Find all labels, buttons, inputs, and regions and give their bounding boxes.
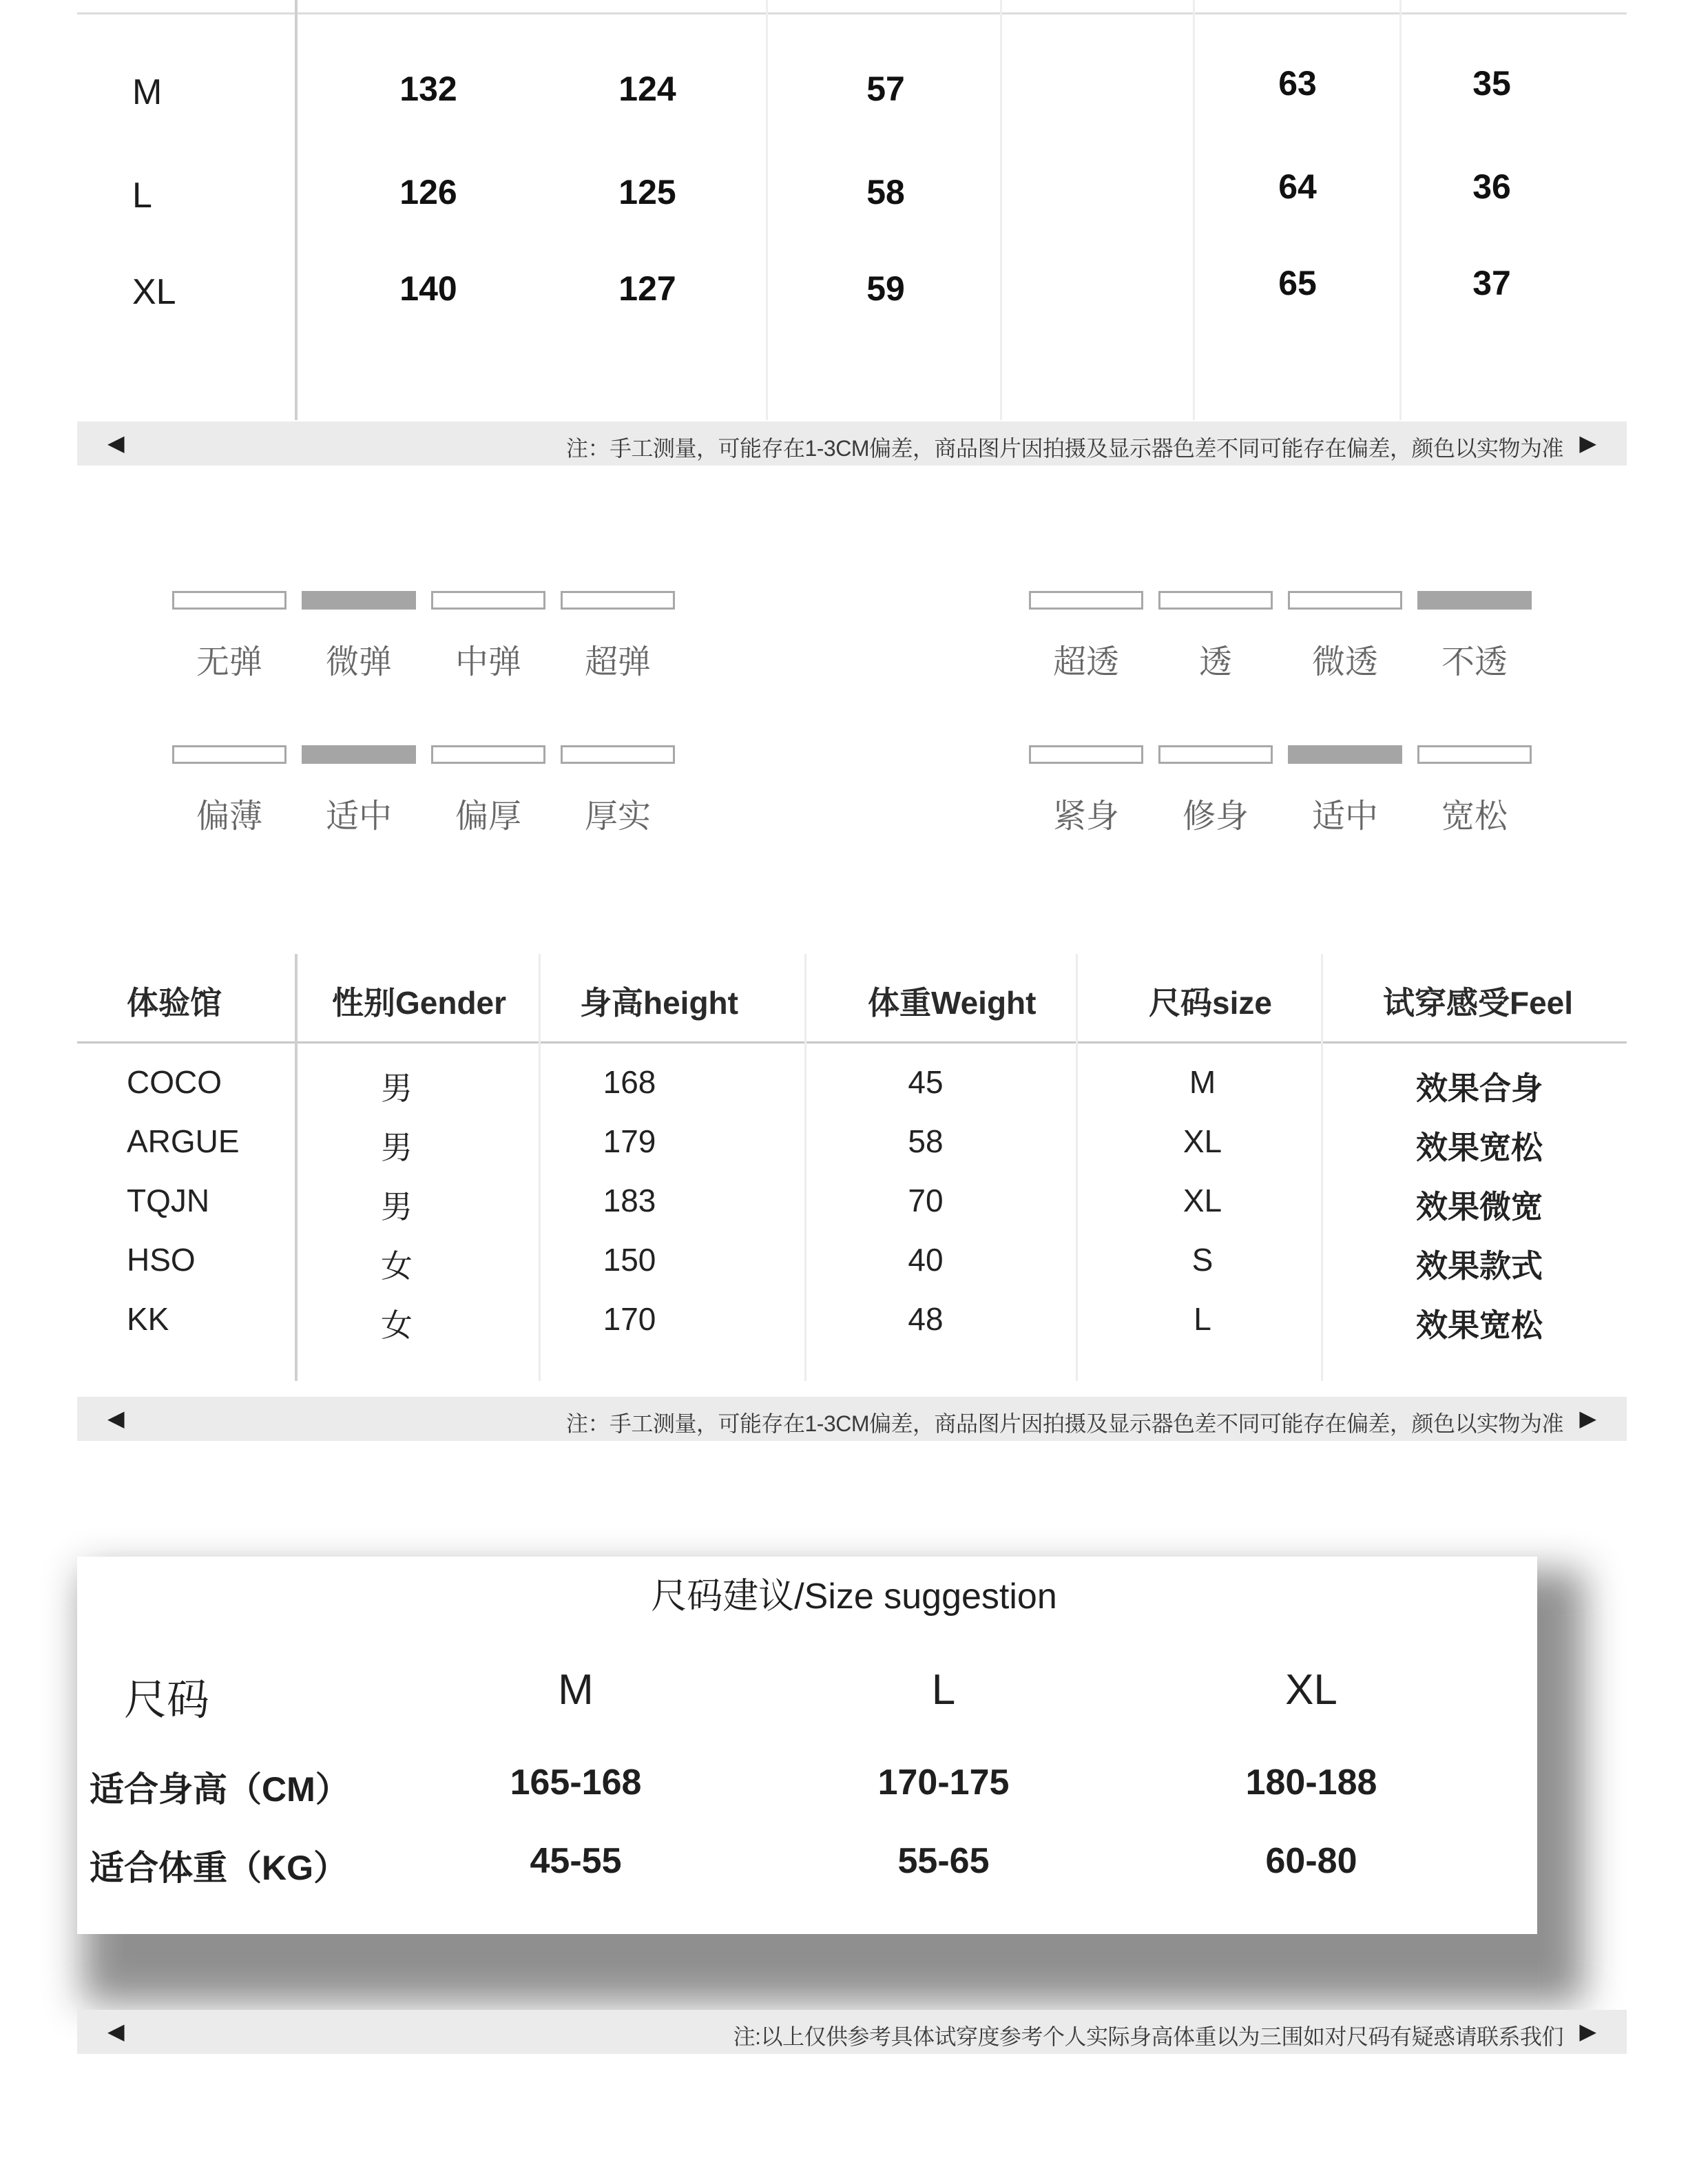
scale-indicator-fit — [1417, 745, 1532, 764]
measurement-value: 65 — [1278, 264, 1317, 302]
tryon-header-cell: 身高height — [580, 985, 738, 1021]
measurement-value: 126 — [399, 173, 457, 211]
tryon-cell: 40 — [908, 1242, 944, 1278]
tryon-cell: 48 — [908, 1301, 944, 1337]
scale-label-elasticity: 微弹 — [325, 644, 392, 680]
tryon-table-column-rule — [1321, 954, 1323, 1381]
measurement-value: 127 — [618, 269, 676, 308]
scale-label-elasticity: 中弹 — [455, 644, 521, 680]
scale-indicator-thickness — [431, 745, 545, 764]
scale-label-fit: 宽松 — [1441, 798, 1508, 835]
scale-label-transparency: 超透 — [1052, 644, 1119, 680]
scale-indicator-transparency — [1029, 591, 1143, 610]
measurement-value: 57 — [866, 70, 905, 108]
tryon-cell: 168 — [603, 1064, 656, 1100]
note-text: 注：手工测量，可能存在1-3CM偏差，商品图片因拍摄及显示器色差不同可能存在偏差，颜色以实物为准 — [565, 436, 1563, 461]
scale-indicator-thickness — [561, 745, 675, 764]
note-text: 注:以上仅供参考具体试穿度参考个人实际身高体重以为三围如对尺码有疑惑请联系我们 — [733, 2024, 1563, 2049]
note-text: 注：手工测量，可能存在1-3CM偏差，商品图片因拍摄及显示器色差不同可能存在偏差，颜色以实物为准 — [565, 1411, 1563, 1436]
scale-label-fit: 适中 — [1311, 798, 1378, 835]
measurement-value: 140 — [399, 269, 457, 308]
suggestion-value: 180-188 — [1245, 1763, 1377, 1802]
tryon-cell: 183 — [603, 1183, 656, 1218]
tryon-table-header-rule — [77, 1041, 1627, 1043]
tryon-cell: S — [1191, 1242, 1214, 1278]
tryon-cell: 女 — [381, 1248, 413, 1284]
tryon-header-cell: 体重Weight — [868, 985, 1037, 1021]
measurement-value: 64 — [1278, 167, 1317, 206]
size-header-cell: M — [558, 1666, 594, 1714]
tryon-cell: M — [1189, 1064, 1216, 1100]
size-header-cell: L — [931, 1666, 956, 1714]
tryon-cell: 58 — [908, 1123, 944, 1159]
tryon-table-column-rule — [804, 954, 806, 1381]
scale-indicator-transparency — [1288, 591, 1402, 610]
tryon-header-cell: 尺码size — [1149, 985, 1272, 1021]
tryon-header-cell: 体验馆 — [127, 985, 222, 1021]
measurement-value: 37 — [1472, 264, 1511, 302]
measurement-value: 58 — [866, 173, 905, 211]
tryon-cell: 170 — [603, 1301, 656, 1337]
tryon-cell: 效果宽松 — [1416, 1130, 1543, 1165]
measurement-value: 35 — [1472, 64, 1511, 103]
scale-label-fit: 紧身 — [1052, 798, 1119, 835]
arrow-left-icon: ◀ — [107, 1406, 125, 1431]
note-bar-1 — [77, 422, 1627, 466]
tryon-cell: HSO — [127, 1242, 196, 1278]
measurement-value: 63 — [1278, 64, 1317, 103]
measurement-value: 59 — [866, 269, 905, 308]
tryon-cell: XL — [1183, 1183, 1222, 1218]
arrow-left-icon: ◀ — [107, 2019, 125, 2044]
scale-label-elasticity: 无弹 — [196, 644, 262, 680]
scale-label-thickness: 厚实 — [584, 798, 651, 835]
measure-table-top-rule — [77, 12, 1627, 14]
note-bar-2 — [77, 1397, 1627, 1441]
tryon-cell: 女 — [381, 1307, 413, 1343]
scale-label-elasticity: 超弹 — [584, 644, 651, 680]
scale-label-thickness: 偏薄 — [196, 798, 262, 835]
measurement-value: 124 — [618, 70, 676, 108]
measure-table-column-rule — [1399, 0, 1402, 420]
size-label: L — [132, 176, 152, 216]
arrow-left-icon: ◀ — [107, 430, 125, 455]
tryon-table-column-rule — [1076, 954, 1078, 1381]
scale-label-transparency: 不透 — [1441, 644, 1508, 680]
tryon-cell: 效果合身 — [1416, 1070, 1543, 1106]
tryon-cell: TQJN — [127, 1183, 210, 1218]
size-header-label: 尺码 — [124, 1676, 210, 1724]
tryon-cell: COCO — [127, 1064, 222, 1100]
size-header-cell: XL — [1285, 1666, 1337, 1714]
tryon-cell: 效果宽松 — [1416, 1307, 1543, 1343]
tryon-cell: ARGUE — [127, 1123, 240, 1159]
measurement-value: 125 — [618, 173, 676, 211]
scale-label-thickness: 适中 — [325, 798, 392, 835]
scale-indicator-fit — [1029, 745, 1143, 764]
measure-table-column-rule — [1193, 0, 1195, 420]
tryon-cell: 179 — [603, 1123, 656, 1159]
scale-indicator-elasticity — [561, 591, 675, 610]
suggestion-value: 170-175 — [877, 1763, 1010, 1802]
scale-indicator-transparency — [1158, 591, 1273, 610]
scale-indicator-transparency — [1417, 591, 1532, 610]
scale-label-fit: 修身 — [1182, 798, 1249, 835]
tryon-cell: 男 — [381, 1130, 413, 1165]
measure-table-column-rule — [295, 0, 298, 420]
measure-table-column-rule — [1000, 0, 1002, 420]
measure-table-column-rule — [766, 0, 768, 420]
arrow-right-icon: ▶ — [1579, 430, 1596, 455]
suggestion-value: 45-55 — [530, 1841, 622, 1881]
note-bar-3 — [77, 2010, 1627, 2054]
scale-indicator-thickness — [172, 745, 287, 764]
size-suggestion-title: 尺码建议/Size suggestion — [651, 1577, 1057, 1617]
tryon-cell: 效果款式 — [1416, 1248, 1543, 1284]
scale-indicator-thickness — [302, 745, 416, 764]
suggestion-value: 55-65 — [897, 1841, 990, 1881]
scale-indicator-fit — [1158, 745, 1273, 764]
measurement-value: 132 — [399, 70, 457, 108]
scale-indicator-elasticity — [431, 591, 545, 610]
scale-label-transparency: 微透 — [1311, 644, 1378, 680]
scale-label-transparency: 透 — [1198, 644, 1232, 680]
scale-indicator-elasticity — [302, 591, 416, 610]
scale-label-thickness: 偏厚 — [455, 798, 521, 835]
tryon-cell: XL — [1183, 1123, 1222, 1159]
arrow-right-icon: ▶ — [1579, 1406, 1596, 1431]
tryon-header-cell: 性别Gender — [332, 985, 507, 1021]
tryon-cell: KK — [127, 1301, 169, 1337]
size-label: M — [132, 72, 163, 112]
suggestion-value: 60-80 — [1265, 1841, 1357, 1881]
size-label: XL — [132, 272, 176, 312]
suggestion-row-label: 适合体重（KG） — [90, 1849, 348, 1887]
tryon-cell: 150 — [603, 1242, 656, 1278]
tryon-cell: 男 — [381, 1189, 413, 1225]
measurement-value: 36 — [1472, 167, 1511, 206]
tryon-header-cell: 试穿感受Feel — [1383, 985, 1574, 1021]
tryon-cell: 男 — [381, 1070, 413, 1106]
tryon-cell: 45 — [908, 1064, 944, 1100]
suggestion-value: 165-168 — [510, 1763, 642, 1802]
scale-indicator-fit — [1288, 745, 1402, 764]
tryon-cell: L — [1194, 1301, 1211, 1337]
tryon-cell: 效果微宽 — [1416, 1189, 1543, 1225]
scale-indicator-elasticity — [172, 591, 287, 610]
tryon-cell: 70 — [908, 1183, 944, 1218]
arrow-right-icon: ▶ — [1579, 2019, 1596, 2044]
suggestion-row-label: 适合身高（CM） — [90, 1770, 350, 1809]
